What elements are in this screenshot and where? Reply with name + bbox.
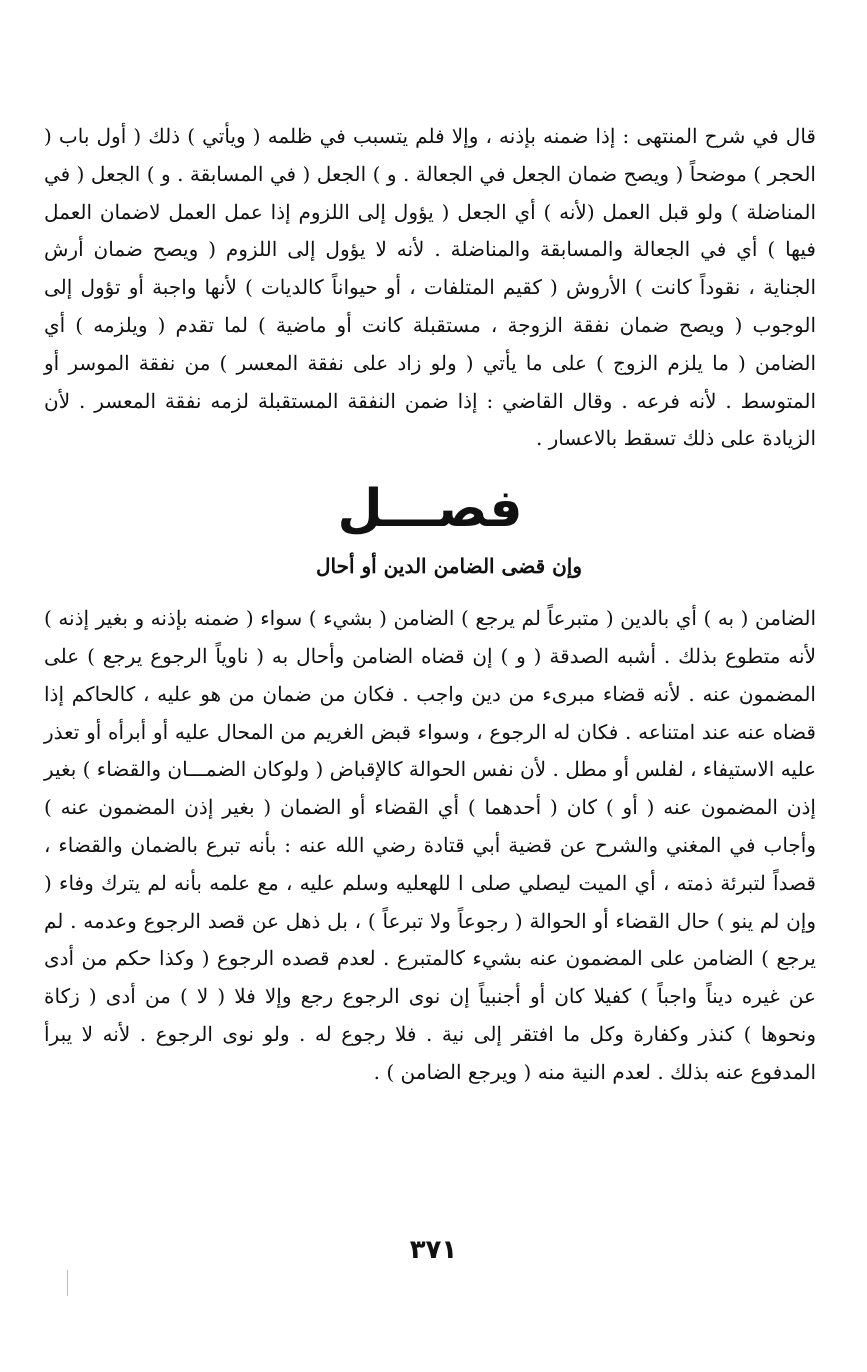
top-paragraph: قال في شرح المنتهى : إذا ضمنه بإذنه ، وإلا فلم يتسبب في ظلمه ( ويأتي ) ذلك ( أول باب ( الحجر ) موضحاً ( ويصح ضمان الجعل في الجعالة . و ) الجعل ( في المسابقة . و ) الجعل ( في المناضلة ) ولو قبل العمل (لأنه ) أي الجعل ( يؤول إلى اللزوم إذا عمل العمل لاضمان العمل فيها ) أي في الجعالة والمسابقة والمناضلة . لأنه لا يؤول إلى اللزوم ( ويصح ضمان أرش الجناية ، نقوداً كانت ) الأروش ( كقيم المتلفات ، أو حيواناً كالديات ) لأنها واجبة أو تؤول إلى الوجوب ( ويصح ضمان نفقة الزوجة ، مستقبلة كانت أو ماضية ) لما تقدم ( ويلزمه ) أي الضامن ( ما يلزم الزوج ) على ما يأتي ( ولو زاد على نفقة المعسر ) من نفقة الموسر أو المتوسط . لأنه فرعه . وقال القاضي : إذا ضمن النفقة المستقبلة لزمه نفقة المعسر . لأن الزيادة على ذلك تسقط بالاعسار .: [44, 124, 816, 451]
scan-edge-mark: [67, 1270, 68, 1296]
page-body: [44, 118, 816, 1092]
section-paragraph: الضامن ( به ) أي بالدين ( متبرعاً لم يرجع ) الضامن ( بشيء ) سواء ( ضمنه بإذنه و بغير إذنه ) لأنه متطوع بذلك . أشبه الصدقة ( و ) إن قضاه الضامن وأحال به ( ناوياً الرجوع يرجع ) على المضمون عنه . لأنه قضاء مبرىء من دين واجب . فكان من ضمان من هو عليه ، كالحاكم إذا قضاه عنه عند امتناعه . فكان له الرجوع ، وسواء قبض الغريم من المحال عليه أو أبرأه أو تعذر عليه الاستيفاء ، لفلس أو مطل . لأن نفس الحوالة كالإقباض ( ولوكان الضمـــان والقضاء ) بغير إذن المضمون عنه ( أو ) كان ( أحدهما ) أي القضاء أو الضمان ( بغير إذن المضمون عنه ) وأجاب في المغني والشرح عن قضية أبي قتادة رضي الله عنه : بأنه تبرع بالضمان والقضاء ، قصداً لتبرئة ذمته ، أي الميت ليصلي صلى ا للهعليه وسلم عليه ، مع علمه بأنه لم يترك وفاء ( وإن لم ينو ) حال القضاء أو الحوالة ( رجوعاً ولا تبرعاً ) ، بل ذهل عن قصد الرجوع وعدمه . لم يرجع ) الضامن على المضمون عنه بشيء كالمتبرع . لعدم قصده الرجوع ( وكذا حكم من أدى عن غيره ديناً واجباً ) كفيلا كان أو أجنبياً إن نوى الرجوع رجع وإلا فلا ( لا ) من أدى ( زكاة ونحوها ) كنذر وكفارة وكل ما افتقر إلى نية . فلا رجوع له . ولو نوى الرجوع . لأنه لا يبرأ المدفوع عنه بذلك . لعدم النية منه ( ويرجع الضامن ) .: [44, 606, 817, 1084]
page-number: ٣٧١: [409, 1235, 458, 1265]
section-subheading: وإن قضى الضامن الدين أو أحال: [315, 554, 582, 579]
section-heading: فصـــل: [337, 479, 523, 540]
